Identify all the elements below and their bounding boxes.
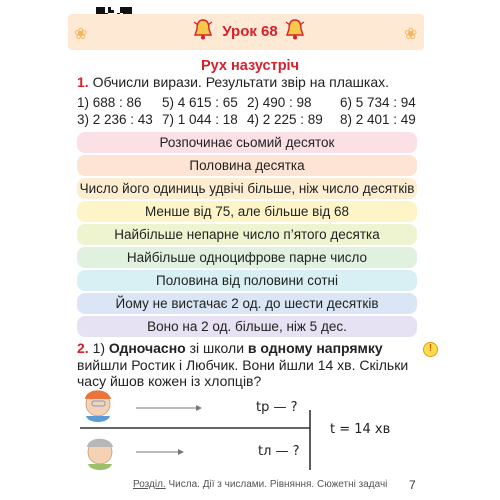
expression: 6) 5 734 : 94 bbox=[340, 95, 416, 110]
footer-section-text: Числа. Дії з числами. Рівняння. Сюжетні задачі bbox=[168, 479, 388, 490]
answer-stripe: Йому не вистачає 2 од. до шести десятків bbox=[77, 293, 417, 314]
footer-section-label: Розділ. bbox=[133, 479, 166, 490]
answer-stripe: Розпочинає сьомий десяток bbox=[77, 132, 417, 153]
answer-stripe: Менше від 75, але більше від 68 bbox=[77, 201, 417, 222]
expression: 3) 2 236 : 43 bbox=[77, 112, 153, 127]
answer-stripe: Найбільше непарне число п’ятого десятка bbox=[77, 224, 417, 245]
expression: 5) 4 615 : 65 bbox=[162, 95, 238, 110]
time-rostyk-label: tр — ? bbox=[256, 400, 298, 415]
task-2-number: 2. bbox=[77, 340, 89, 356]
expression: 1) 688 : 86 bbox=[77, 95, 142, 110]
lesson-topic: Рух назустріч bbox=[200, 58, 300, 74]
task-2-text-part: зі школи bbox=[189, 340, 245, 356]
leaf-ornament-right-icon: ❀ bbox=[404, 24, 418, 43]
expression: 7) 1 044 : 18 bbox=[162, 112, 238, 127]
answer-stripe: Найбільше одноцифрове парне число bbox=[77, 247, 417, 268]
task-2-text-rest: вийшли Ростик і Любчик. Вони йшли 14 хв. Скільки часу йшов кожен із хлопців? bbox=[77, 356, 409, 389]
attention-icon: ! bbox=[423, 342, 438, 357]
boy-lyubchyk-icon bbox=[87, 439, 113, 470]
answer-stripe: Половина десятка bbox=[77, 155, 417, 176]
expression: 4) 2 225 : 89 bbox=[247, 112, 323, 127]
time-lyubchyk-label: tл — ? bbox=[258, 444, 300, 459]
page-number: 7 bbox=[409, 478, 416, 492]
answer-stripe: Воно на 2 од. більше, ніж 5 дес. bbox=[77, 316, 417, 337]
lesson-title: Урок 68 bbox=[222, 23, 278, 40]
answer-stripe: Число його одиниць удвічі більше, ніж число десятків bbox=[77, 178, 417, 199]
expression: 8) 2 401 : 49 bbox=[340, 112, 416, 127]
footer-section bbox=[133, 479, 387, 490]
task-1-number: 1. bbox=[77, 74, 89, 90]
boy-rostyk-icon bbox=[85, 390, 111, 422]
task-2-keyword-simultaneously: Одночасно bbox=[108, 340, 186, 356]
answer-stripe: Половина від половини сотні bbox=[77, 270, 417, 291]
expression: 2) 490 : 98 bbox=[247, 95, 312, 110]
total-time-label: t = 14 хв bbox=[330, 422, 391, 437]
task-2-sub-number: 1) bbox=[92, 340, 106, 356]
task-1-text: Обчисли вирази. Результати звір на плашках. bbox=[92, 74, 390, 90]
task-2-keyword-direction: в одному напрямку bbox=[247, 340, 383, 356]
leaf-ornament-left-icon: ❀ bbox=[74, 24, 88, 43]
